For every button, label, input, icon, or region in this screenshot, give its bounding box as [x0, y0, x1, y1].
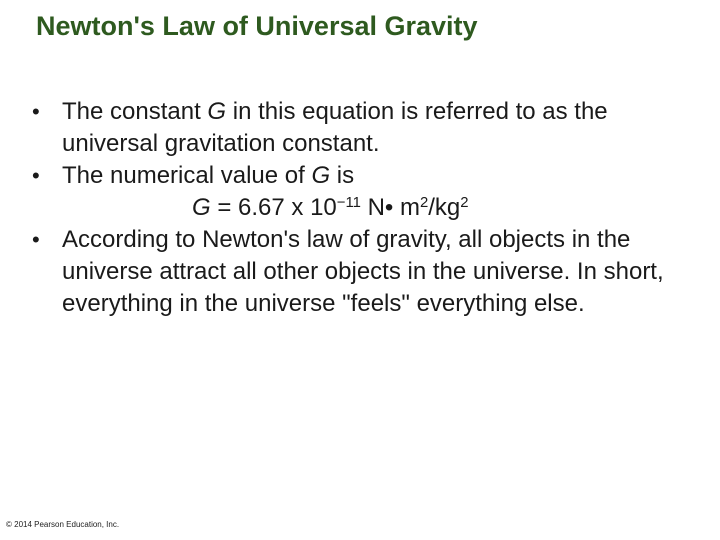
bullet-item-numerical-value	[30, 160, 690, 192]
bullet-text-pre: The numerical value of	[62, 162, 312, 189]
bullet-item-g-constant	[30, 96, 690, 160]
equation-unit-newton: N	[360, 194, 385, 221]
equation-unit-meter: m	[393, 194, 420, 221]
equation-kg-exponent: 2	[460, 194, 469, 211]
bullet-text-pre: The constant	[62, 98, 208, 125]
bullet-icon: •	[32, 99, 40, 124]
bullet-item-newton-law	[30, 224, 690, 320]
gravitation-constant-equation	[30, 192, 690, 224]
bullet-icon: •	[32, 163, 40, 188]
equation-meter-exponent: 2	[419, 194, 429, 211]
slide-title: Newton's Law of Universal Gravity	[36, 11, 478, 41]
equation-symbol: G	[192, 194, 211, 221]
bullet-text-post: is	[330, 162, 355, 189]
equation-unit-kg: /kg	[428, 194, 461, 221]
equation-exponent: −11	[336, 194, 361, 211]
g-symbol: G	[207, 98, 227, 125]
g-symbol: G	[311, 162, 331, 189]
bullet-text: According to Newton's law of gravity, all objects in the universe attract all other objects in the universe. In short, everything in the universe "feels" everything else.	[62, 226, 664, 317]
bullet-text-post: in this equation is referred to as the universal gravitation constant.	[62, 98, 608, 157]
bullet-text	[62, 160, 690, 192]
copyright-notice: © 2014 Pearson Education, Inc.	[6, 520, 120, 529]
equation-value: = 6.67 x 10	[210, 194, 337, 221]
bullet-text	[62, 96, 690, 160]
bullet-icon: •	[32, 227, 40, 252]
slide-body	[30, 96, 690, 320]
equation-dot: •	[384, 194, 394, 221]
